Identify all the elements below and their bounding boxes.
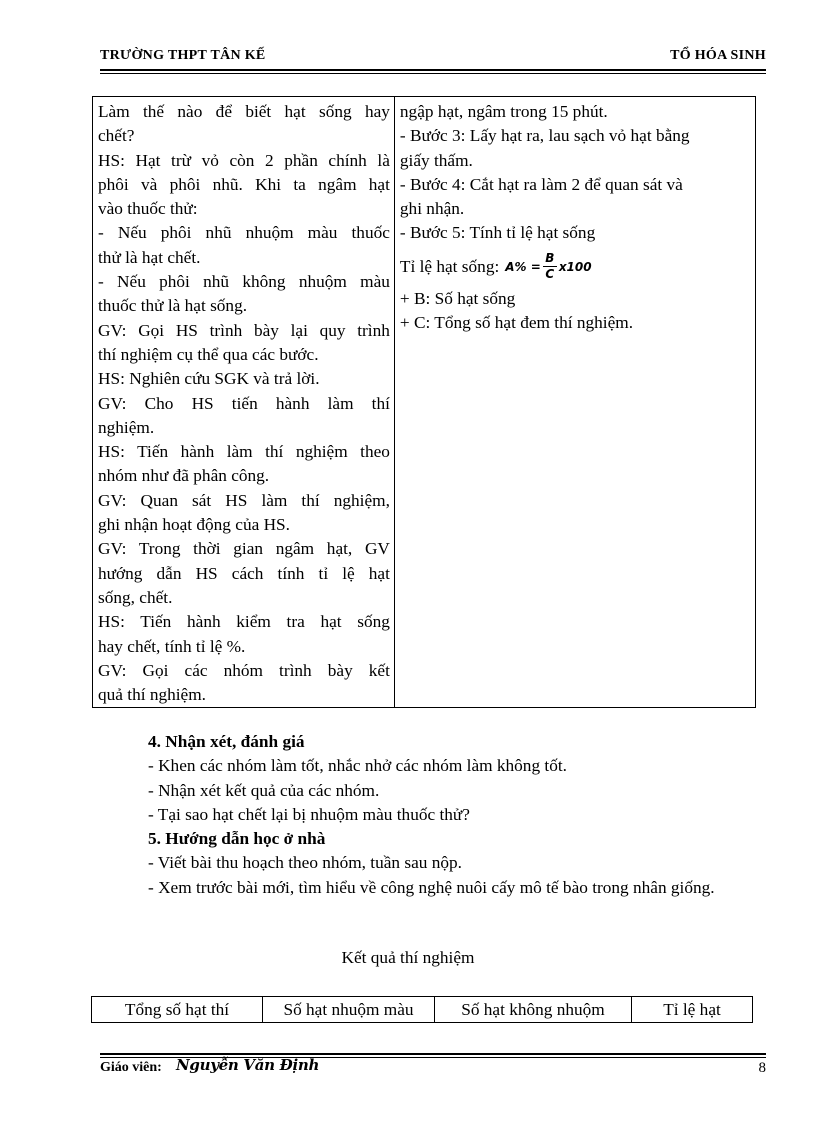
content-column <box>394 97 755 708</box>
formula-numerator: B <box>545 251 555 266</box>
left-column-line: HS: Hạt trừ vỏ còn 2 phần chính là <box>98 150 390 170</box>
results-caption: Kết quả thí nghiệm <box>341 948 475 967</box>
procedure-line: - Bước 5: Tính tỉ lệ hạt sống <box>399 223 596 243</box>
left-column-line: thuốc thử là hạt sống. <box>98 296 248 316</box>
results-header-cell: Số hạt nhuộm màu <box>263 997 435 1023</box>
procedure-steps <box>400 100 751 246</box>
formula-denominator: C <box>545 267 555 282</box>
teacher-label: Giáo viên: <box>100 1060 162 1075</box>
left-column-line: thí nghiệm cụ thể qua các bước. <box>98 344 319 364</box>
survival-formula <box>400 247 751 287</box>
results-header-cell: Số hạt không nhuộm <box>435 997 632 1023</box>
department-name: TỔ HÓA SINH <box>670 48 766 63</box>
left-column-line: thử là hạt chết. <box>98 247 201 267</box>
left-column-line: Làm thế nào để biết hạt sống hay <box>98 102 390 121</box>
left-column-line: GV: Gọi HS trình bày lại quy trình <box>98 320 390 340</box>
procedure-line: ngập hạt, ngâm trong 15 phút. <box>399 102 608 121</box>
left-column-line: GV: Trong thời gian ngâm hạt, GV <box>98 539 390 559</box>
section5-item: - Viết bài thu hoạch theo nhóm, tuần sau nộp. <box>148 853 462 873</box>
formula-fraction <box>543 252 557 281</box>
left-column-text <box>98 100 390 707</box>
section4-item: - Nhận xét kết quả của các nhóm. <box>148 780 380 800</box>
left-column-line: HS: Tiến hành làm thí nghiệm theo <box>98 442 390 462</box>
school-name: TRƯỜNG THPT TÂN KẾ <box>100 48 266 63</box>
left-column-line: - Nếu phôi nhũ không nhuộm màu <box>98 272 390 292</box>
section4-title: 4. Nhận xét, đánh giá <box>148 732 305 751</box>
left-column-line: GV: Cho HS tiến hành làm thí <box>98 393 390 413</box>
header-rule-thin <box>100 73 766 74</box>
page-header <box>100 48 766 70</box>
teacher-student-column <box>93 97 395 708</box>
section4-item: - Tại sao hạt chết lại bị nhuộm màu thuốc thử? <box>148 804 470 824</box>
results-header-row <box>92 997 753 1023</box>
procedure-line: - Bước 3: Lấy hạt ra, lau sạch vỏ hạt bằng <box>399 126 690 146</box>
left-column-line: hướng dẫn HS cách tính tỉ lệ hạt <box>98 563 390 583</box>
results-header-cell: Tổng số hạt thí <box>92 997 263 1023</box>
left-column-line: HS: Tiến hành kiểm tra hạt sống <box>98 612 390 632</box>
legend-line: + C: Tổng số hạt đem thí nghiệm. <box>399 313 634 333</box>
formula-legend <box>400 287 751 336</box>
section4-item: - Khen các nhóm làm tốt, nhắc nhở các nhóm làm không tốt. <box>148 756 567 776</box>
left-column-line: GV: Quan sát HS làm thí nghiệm, <box>98 490 390 510</box>
formula-lhs: A% = <box>505 259 541 274</box>
results-table <box>91 996 753 1023</box>
left-column-line: nhóm như đã phân công. <box>98 466 270 486</box>
left-column-line: ghi nhận hoạt động của HS. <box>98 515 290 535</box>
legend-line: + B: Số hạt sống <box>399 288 516 308</box>
teacher-signature: Nguyễn Văn Định <box>176 1056 320 1074</box>
section5-title: 5. Hướng dẫn học ở nhà <box>148 829 326 849</box>
left-column-line: sống, chết. <box>98 587 173 607</box>
activity-table <box>92 96 756 708</box>
left-column-line: hay chết, tính tỉ lệ %. <box>98 636 246 656</box>
left-column-line: nghiệm. <box>98 417 155 437</box>
lesson-sections <box>100 730 768 900</box>
section5-item: - Xem trước bài mới, tìm hiểu về công nghệ nuôi cấy mô tế bào trong nhân giống. <box>148 877 715 897</box>
left-column-line: GV: Gọi các nhóm trình bày kết <box>98 660 390 680</box>
procedure-line: - Bước 4: Cắt hạt ra làm 2 để quan sát và <box>399 174 683 194</box>
left-column-line: - Nếu phôi nhũ nhuộm màu thuốc <box>98 223 390 243</box>
procedure-line: giấy thấm. <box>399 150 473 170</box>
formula-multiplier: x100 <box>558 259 592 274</box>
procedure-line: ghi nhận. <box>399 199 465 219</box>
footer-rule <box>100 1053 766 1055</box>
results-header-cell: Tỉ lệ hạt <box>632 997 753 1023</box>
page-number: 8 <box>758 1060 766 1076</box>
left-column-line: vào thuốc thử: <box>98 199 198 219</box>
left-column-line: phôi và phôi nhũ. Khi ta ngâm hạt <box>98 174 390 194</box>
formula-label: Tỉ lệ hạt sống: <box>399 256 500 276</box>
left-column-line: quả thí nghiệm. <box>98 685 206 705</box>
left-column-line: chết? <box>98 126 135 146</box>
header-rule <box>100 69 766 71</box>
left-column-line: HS: Nghiên cứu SGK và trả lời. <box>98 369 320 389</box>
